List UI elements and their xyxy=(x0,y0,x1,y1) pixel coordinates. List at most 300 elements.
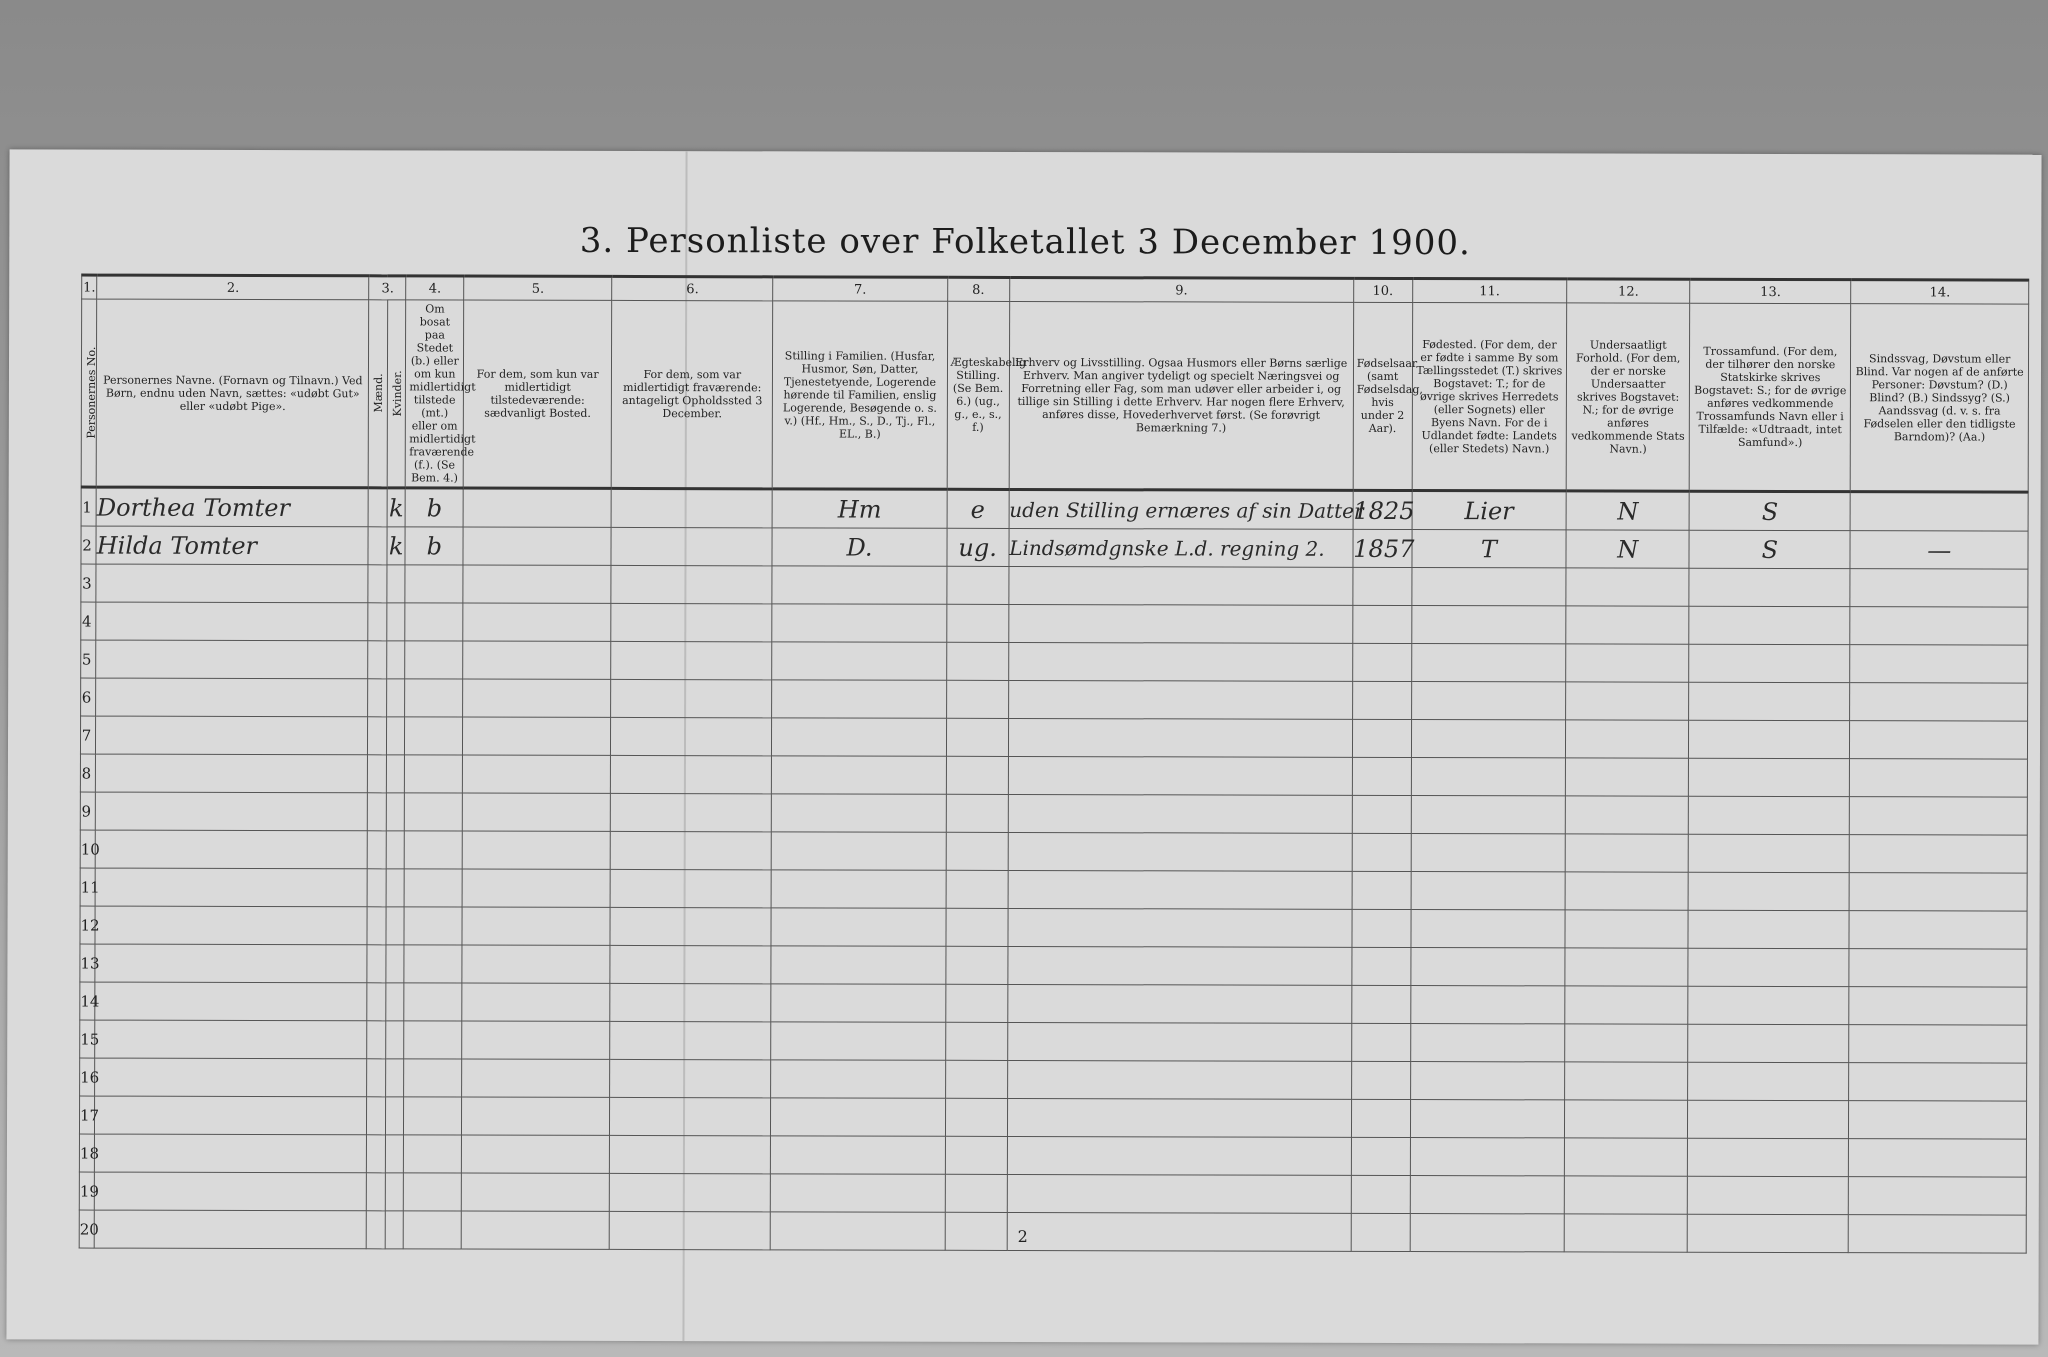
table-row xyxy=(80,906,2027,949)
fodselsaar-cell xyxy=(1351,1023,1410,1061)
bosat-cell: b xyxy=(406,488,464,527)
sindssvag-cell xyxy=(1849,949,2027,987)
form-title: 3. Personliste over Folketallet 3 December 1900. xyxy=(579,220,1471,264)
header-fravaerende: For dem, som var midlertidigt fraværende: antageligt Opholdssted 3 December. xyxy=(611,300,773,488)
stilling-cell xyxy=(771,870,945,908)
erhverv-cell xyxy=(1008,718,1352,757)
aegteskab-cell xyxy=(946,870,1008,908)
table-row xyxy=(80,830,2027,873)
aegteskab-cell xyxy=(946,756,1008,794)
stilling-cell xyxy=(771,984,945,1022)
tro-cell xyxy=(1688,1176,1849,1214)
sex-k-cell xyxy=(385,1173,404,1211)
sindssvag-cell: — xyxy=(1850,531,2028,569)
name-cell xyxy=(96,754,368,793)
fodselsaar-cell xyxy=(1352,985,1411,1023)
name-cell xyxy=(95,1172,367,1211)
sex-m-cell xyxy=(368,793,387,831)
erhverv-cell: uden Stilling ernæres af sin Datter xyxy=(1009,489,1353,529)
bosat-cell xyxy=(405,641,463,679)
bosat-cell xyxy=(405,603,463,641)
fravaerende-cell xyxy=(611,488,772,527)
fodested-cell xyxy=(1411,606,1566,644)
aegteskab-cell: e xyxy=(947,489,1009,528)
col-num: 2. xyxy=(97,275,369,300)
tilstede-cell xyxy=(462,1021,610,1059)
stilling-cell xyxy=(772,680,946,718)
row-number: 18 xyxy=(79,1134,94,1172)
row-number: 4 xyxy=(81,602,96,640)
tro-cell xyxy=(1688,1138,1849,1176)
column-header-row xyxy=(81,299,2028,492)
sex-m-cell xyxy=(368,831,387,869)
row-number: 17 xyxy=(79,1096,94,1134)
sex-k-cell: k xyxy=(387,527,406,565)
sex-k-cell xyxy=(386,1059,405,1097)
fodselsaar-cell xyxy=(1352,947,1411,985)
fravaerende-cell xyxy=(611,679,772,717)
tro-cell xyxy=(1688,834,1849,872)
aegteskab-cell xyxy=(945,1022,1007,1060)
tro-cell xyxy=(1688,872,1849,910)
row-number: 7 xyxy=(80,716,95,754)
table-row xyxy=(79,1134,2026,1177)
col-num: 12. xyxy=(1567,279,1690,303)
row-number: 11 xyxy=(80,868,95,906)
name-cell xyxy=(96,640,368,679)
tro-cell xyxy=(1689,568,1850,606)
stilling-cell: D. xyxy=(772,528,946,566)
table-row xyxy=(80,944,2027,987)
aegteskab-cell xyxy=(945,1060,1007,1098)
fodselsaar-cell xyxy=(1352,681,1411,719)
sindssvag-cell xyxy=(1850,759,2028,797)
sindssvag-cell xyxy=(1850,645,2028,683)
tro-cell: S xyxy=(1689,530,1850,568)
header-tilstede-bosted: For dem, som kun var midlertidigt tilstedeværende: sædvanligt Bosted. xyxy=(463,300,612,488)
sindssvag-cell xyxy=(1849,1177,2027,1215)
bosat-cell xyxy=(405,717,463,755)
erhverv-cell xyxy=(1008,794,1352,833)
table-row xyxy=(81,640,2028,683)
undersaat-cell xyxy=(1565,1138,1688,1176)
fravaerende-cell xyxy=(611,565,772,603)
aegteskab-cell xyxy=(946,794,1008,832)
erhverv-cell xyxy=(1008,604,1352,643)
erhverv-cell xyxy=(1008,870,1352,909)
sex-k-cell xyxy=(387,565,406,603)
census-rows xyxy=(79,487,2028,1253)
col-num: 14. xyxy=(1851,280,2029,304)
header-sindssvag: Sindssvag, Døvstum eller Blind. Var nogen af de anførte Personer: Døvstum? (D.) Blind? (B.) Sindssyg? (S.) Aandssvag (d. v. s. fra Fødselen eller den tidligste Barndom)? (Aa.) xyxy=(1851,304,2029,492)
row-number: 12 xyxy=(80,906,95,944)
sex-m-cell xyxy=(368,527,387,565)
sex-m-cell xyxy=(368,565,387,603)
aegteskab-cell xyxy=(946,718,1008,756)
fodselsaar-cell xyxy=(1352,643,1411,681)
fravaerende-cell xyxy=(610,945,771,983)
tilstede-cell xyxy=(463,603,611,641)
stilling-cell xyxy=(772,832,946,870)
aegteskab-cell xyxy=(945,1098,1007,1136)
sindssvag-cell xyxy=(1849,1063,2027,1101)
fodested-cell xyxy=(1410,1024,1565,1062)
name-cell xyxy=(95,1096,367,1135)
tro-cell xyxy=(1688,948,1849,986)
tilstede-cell xyxy=(461,1173,609,1211)
sex-m-cell xyxy=(368,869,387,907)
tro-cell xyxy=(1688,986,1849,1024)
bosat-cell xyxy=(404,1059,462,1097)
fodested-cell xyxy=(1410,1138,1565,1176)
tilstede-cell xyxy=(463,527,611,565)
name-cell xyxy=(95,830,367,869)
tro-cell xyxy=(1688,1062,1849,1100)
aegteskab-cell xyxy=(946,908,1008,946)
fravaerende-cell xyxy=(611,793,772,831)
col-num: 11. xyxy=(1412,279,1567,303)
header-stilling-familien: Stilling i Familien. (Husfar, Husmor, Søn, Datter, Tjenestetyende, Logerende hørende til Familien, enslig Logerende, Besøgende o. s. v.) (Hf., Hm., S., D., Tj., Fl., EL., B.) xyxy=(773,301,948,489)
sindssvag-cell xyxy=(1849,1025,2027,1063)
bosat-cell xyxy=(405,565,463,603)
undersaat-cell xyxy=(1565,1100,1688,1138)
erhverv-cell xyxy=(1007,1022,1351,1061)
fodselsaar-cell xyxy=(1353,605,1412,643)
erhverv-cell xyxy=(1007,1098,1351,1137)
sex-k-cell xyxy=(386,755,405,793)
undersaat-cell xyxy=(1565,910,1688,948)
name-cell xyxy=(96,678,368,717)
row-number: 10 xyxy=(80,830,95,868)
tro-cell xyxy=(1688,910,1849,948)
bosat-cell xyxy=(405,793,463,831)
bosat-cell xyxy=(404,1135,462,1173)
row-number: 3 xyxy=(81,564,96,602)
col-num: 13. xyxy=(1690,279,1851,303)
undersaat-cell xyxy=(1565,872,1688,910)
undersaat-cell xyxy=(1565,834,1688,872)
stilling-cell xyxy=(771,1022,945,1060)
fodselsaar-cell xyxy=(1352,871,1411,909)
sindssvag-cell xyxy=(1850,569,2028,607)
aegteskab-cell xyxy=(945,1136,1007,1174)
header-fodested: Fødested. (For dem, der er fødte i samme By som Tællingsstedet (T.) skrives Bogstavet: T.; for de øvrige skrives Herredets (eller Sognets) eller Byens Navn. For de i Udlandet fødte: Landets (eller Stedets) Navn.) xyxy=(1412,303,1567,491)
row-number: 20 xyxy=(79,1210,94,1248)
fodselsaar-cell xyxy=(1353,567,1412,605)
sex-m-cell xyxy=(368,641,387,679)
sex-m-cell xyxy=(367,945,386,983)
sindssvag-cell xyxy=(1850,607,2028,645)
header-bosat: Om bosat paa Stedet (b.) eller om kun midlertidigt tilstede (mt.) eller om midlertidigt fraværende (f.). (Se Bem. 4.) xyxy=(406,300,464,488)
sex-m-cell xyxy=(367,983,386,1021)
erhverv-cell xyxy=(1007,1060,1351,1099)
stilling-cell xyxy=(772,642,946,680)
tro-cell xyxy=(1689,606,1850,644)
aegteskab-cell xyxy=(946,946,1008,984)
sex-m-cell xyxy=(369,488,388,527)
fravaerende-cell xyxy=(610,1135,771,1173)
tro-cell xyxy=(1689,720,1850,758)
sex-k-cell xyxy=(386,945,405,983)
erhverv-cell xyxy=(1008,756,1352,795)
tro-cell xyxy=(1689,758,1850,796)
header-navne: Personernes Navne. (Fornavn og Tilnavn.) Ved Børn, endnu uden Navn, sættes: «udøbt Gut» eller «udøbt Pige». xyxy=(96,299,369,488)
name-cell xyxy=(95,944,367,983)
row-number: 1 xyxy=(81,487,96,526)
tilstede-cell xyxy=(462,983,610,1021)
sindssvag-cell xyxy=(1849,1139,2027,1177)
tilstede-cell xyxy=(462,1097,610,1135)
col-num: 8. xyxy=(947,277,1009,301)
bosat-cell: b xyxy=(405,527,463,565)
header-erhverv: Erhverv og Livsstilling. Ogsaa Husmors eller Børns særlige Erhverv. Man angiver tydeligt og specielt Næringsvei og Forretning eller Fag, som man udøver eller arbeider i, og tillige sin Stilling i dette Erhverv. Har nogen flere Erhverv, anføres disse, Hovederhvervet først. (Se forøvrigt Bemærkning 7.) xyxy=(1009,301,1354,490)
table-row xyxy=(81,678,2028,721)
sex-m-cell xyxy=(367,1173,386,1211)
undersaat-cell xyxy=(1566,682,1689,720)
tilstede-cell xyxy=(463,565,611,603)
fravaerende-cell xyxy=(610,1173,771,1211)
table-row xyxy=(80,792,2027,835)
fodested-cell xyxy=(1410,1176,1565,1214)
sindssvag-cell xyxy=(1849,1101,2027,1139)
fravaerende-cell xyxy=(610,1097,771,1135)
fodested-cell xyxy=(1411,682,1566,720)
fodselsaar-cell: 1825 xyxy=(1353,490,1412,529)
row-number: 15 xyxy=(80,1020,95,1058)
fravaerende-cell xyxy=(610,907,771,945)
stilling-cell xyxy=(771,1174,945,1212)
row-number: 9 xyxy=(80,792,95,830)
name-cell xyxy=(95,1058,367,1097)
fodested-cell xyxy=(1411,796,1566,834)
fodselsaar-cell xyxy=(1351,1061,1410,1099)
fodested-cell xyxy=(1410,986,1565,1024)
page-number: 2 xyxy=(1017,1226,1028,1247)
fodested-cell xyxy=(1410,948,1565,986)
row-number: 6 xyxy=(81,678,96,716)
name-cell xyxy=(96,716,368,755)
fodested-cell xyxy=(1411,872,1566,910)
sindssvag-cell xyxy=(1849,873,2027,911)
aegteskab-cell xyxy=(945,984,1007,1022)
header-fodselsaar: Fødselsaar (samt Fødselsdag, hvis under 2 Aar). xyxy=(1353,302,1412,490)
tilstede-cell xyxy=(462,793,610,831)
tilstede-cell xyxy=(462,1135,610,1173)
name-cell xyxy=(95,1134,367,1173)
row-number: 8 xyxy=(80,754,95,792)
sindssvag-cell xyxy=(1850,797,2028,835)
tilstede-cell xyxy=(462,907,610,945)
col-num: 6. xyxy=(612,276,773,300)
undersaat-cell xyxy=(1566,644,1689,682)
stilling-cell xyxy=(771,908,945,946)
sex-m-cell xyxy=(367,1059,386,1097)
fodselsaar-cell xyxy=(1351,1137,1410,1175)
stilling-cell xyxy=(772,756,946,794)
aegteskab-cell xyxy=(946,566,1008,604)
undersaat-cell xyxy=(1566,720,1689,758)
fravaerende-cell xyxy=(610,869,771,907)
table-row xyxy=(79,1172,2026,1215)
fodselsaar-cell xyxy=(1352,795,1411,833)
bosat-cell xyxy=(405,755,463,793)
name-cell xyxy=(95,1020,367,1059)
sex-m-cell xyxy=(368,603,387,641)
table-row xyxy=(81,487,2028,531)
header-trossamfund: Trossamfund. (For dem, der tilhører den norske Statskirke skrives Bogstavet: S.; for de øvrige anføres vedkommende Trossamfunds Navn eller i Tilfælde: «Udtraadt, intet Samfund».) xyxy=(1689,303,1851,491)
table-row xyxy=(80,1058,2027,1101)
bosat-cell xyxy=(404,1173,462,1211)
name-cell xyxy=(96,792,368,831)
col-num: 4. xyxy=(406,276,464,300)
fodested-cell xyxy=(1411,758,1566,796)
name-cell: Dorthea Tomter xyxy=(96,487,368,527)
tro-cell xyxy=(1689,682,1850,720)
col-num: 7. xyxy=(773,277,947,301)
fravaerende-cell xyxy=(611,527,772,565)
table-row xyxy=(81,564,2028,607)
fravaerende-cell xyxy=(611,755,772,793)
bosat-cell xyxy=(404,983,462,1021)
table-row xyxy=(81,602,2028,645)
bosat-cell xyxy=(404,1021,462,1059)
name-cell xyxy=(96,564,368,603)
fodselsaar-cell xyxy=(1351,1099,1410,1137)
table-row xyxy=(80,868,2027,911)
fodested-cell: Lier xyxy=(1412,491,1567,530)
col-num: 1. xyxy=(82,275,97,299)
bosat-cell xyxy=(405,679,463,717)
undersaat-cell xyxy=(1566,606,1689,644)
undersaat-cell xyxy=(1566,758,1689,796)
undersaat-cell xyxy=(1566,568,1689,606)
tilstede-cell xyxy=(462,831,610,869)
header-personernes-no: Personernes No. xyxy=(81,299,97,487)
tilstede-cell xyxy=(463,641,611,679)
aegteskab-cell xyxy=(946,604,1008,642)
census-form-sheet xyxy=(6,149,2041,1344)
undersaat-cell xyxy=(1564,1176,1687,1214)
fodested-cell xyxy=(1411,910,1566,948)
sex-k-cell xyxy=(386,869,405,907)
tilstede-cell xyxy=(462,869,610,907)
sex-m-cell xyxy=(368,717,387,755)
tilstede-cell xyxy=(462,945,610,983)
table-row xyxy=(81,526,2028,569)
fodested-cell xyxy=(1411,568,1566,606)
sindssvag-cell xyxy=(1849,911,2027,949)
erhverv-cell xyxy=(1007,1174,1351,1213)
fodested-cell xyxy=(1411,720,1566,758)
row-number: 13 xyxy=(80,944,95,982)
aegteskab-cell: ug. xyxy=(947,528,1009,566)
bosat-cell xyxy=(404,1097,462,1135)
col-num: 5. xyxy=(464,276,612,300)
sex-k-cell xyxy=(386,717,405,755)
fodselsaar-cell xyxy=(1352,909,1411,947)
fodselsaar-cell xyxy=(1351,1175,1410,1213)
sex-m-cell xyxy=(368,755,387,793)
header-aegteskab: Ægteskabelig Stilling. (Se Bem. 6.) (ug., g., e., s., f.) xyxy=(947,301,1010,489)
sex-k-cell xyxy=(387,603,406,641)
fravaerende-cell xyxy=(611,641,772,679)
sex-k-cell xyxy=(387,679,406,717)
census-table xyxy=(79,274,2030,1254)
erhverv-cell xyxy=(1007,984,1351,1023)
fodselsaar-cell: 1857 xyxy=(1353,529,1412,567)
header-kjon-kvinder: Kvinder. xyxy=(387,300,406,488)
fravaerende-cell xyxy=(610,1021,771,1059)
row-number: 19 xyxy=(79,1172,94,1210)
row-number: 14 xyxy=(80,982,95,1020)
stilling-cell xyxy=(771,1136,945,1174)
col-num: 10. xyxy=(1353,278,1412,302)
stilling-cell xyxy=(771,1060,945,1098)
erhverv-cell xyxy=(1008,946,1352,985)
tro-cell: S xyxy=(1689,491,1850,530)
sex-k-cell xyxy=(386,1021,405,1059)
sex-m-cell xyxy=(367,907,386,945)
tro-cell xyxy=(1688,1100,1849,1138)
sex-k-cell xyxy=(386,831,405,869)
sex-k-cell xyxy=(387,641,406,679)
tilstede-cell xyxy=(463,679,611,717)
name-cell xyxy=(95,982,367,1021)
sex-m-cell xyxy=(367,1135,386,1173)
fodested-cell xyxy=(1410,1062,1565,1100)
tro-cell xyxy=(1689,644,1850,682)
tilstede-cell xyxy=(463,488,611,527)
sindssvag-cell xyxy=(1849,987,2027,1025)
stilling-cell xyxy=(772,604,946,642)
fodselsaar-cell xyxy=(1352,833,1411,871)
table-row xyxy=(80,716,2027,759)
erhverv-cell xyxy=(1009,566,1353,605)
header-kjon-maend: Mænd. xyxy=(369,300,388,488)
undersaat-cell xyxy=(1565,948,1688,986)
row-number: 5 xyxy=(81,640,96,678)
fravaerende-cell xyxy=(611,717,772,755)
stilling-cell xyxy=(772,718,946,756)
aegteskab-cell xyxy=(946,832,1008,870)
bosat-cell xyxy=(405,869,463,907)
col-num: 3. xyxy=(369,276,406,300)
sindssvag-cell xyxy=(1850,492,2028,531)
tro-cell xyxy=(1688,1024,1849,1062)
name-cell xyxy=(95,906,367,945)
tro-cell xyxy=(1689,796,1850,834)
stilling-cell: Hm xyxy=(772,489,946,528)
erhverv-cell xyxy=(1008,680,1352,719)
row-number: 16 xyxy=(80,1058,95,1096)
undersaat-cell xyxy=(1565,986,1688,1024)
sex-k-cell xyxy=(386,907,405,945)
undersaat-cell: N xyxy=(1566,530,1689,568)
fodested-cell xyxy=(1411,644,1566,682)
sindssvag-cell xyxy=(1850,835,2028,873)
undersaat-cell xyxy=(1565,1062,1688,1100)
aegteskab-cell xyxy=(945,1174,1007,1212)
col-num: 9. xyxy=(1009,277,1353,302)
fravaerende-cell xyxy=(610,1059,771,1097)
fodselsaar-cell xyxy=(1352,719,1411,757)
sindssvag-cell xyxy=(1850,721,2028,759)
table-row xyxy=(80,982,2027,1025)
aegteskab-cell xyxy=(946,642,1008,680)
tilstede-cell xyxy=(462,1059,610,1097)
sex-k-cell xyxy=(385,1097,404,1135)
stilling-cell xyxy=(772,794,946,832)
